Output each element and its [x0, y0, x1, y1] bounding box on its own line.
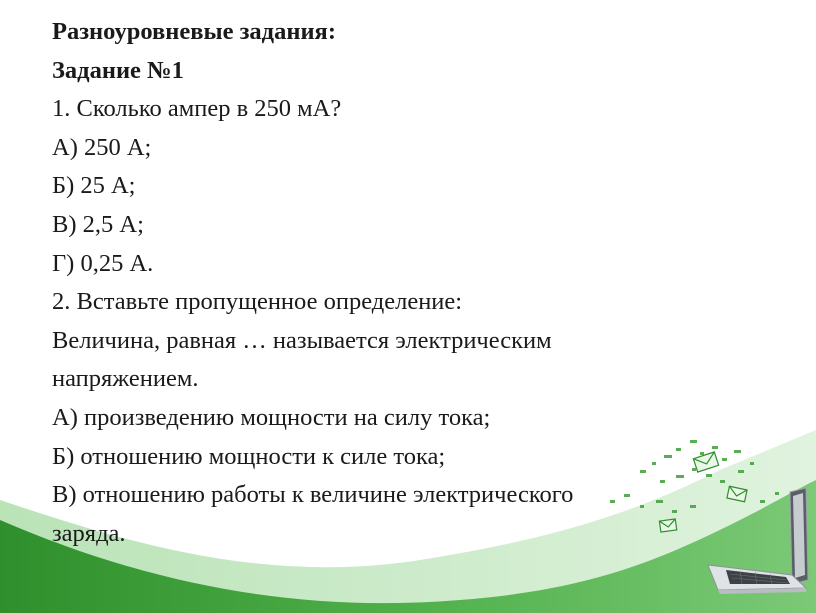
- question-1-option-b: Б) 25 А;: [52, 172, 136, 200]
- question-1-option-c: В) 2,5 А;: [52, 210, 144, 238]
- question-2-option-a: А) произведению мощности на силу тока;: [52, 403, 491, 431]
- question-1-option-d: Г) 0,25 А.: [52, 249, 154, 277]
- question-2-option-c-cont: заряда.: [52, 519, 126, 547]
- question-1-option-a: А) 250 А;: [52, 133, 152, 161]
- heading-task-number: Задание №1: [52, 56, 184, 84]
- question-2: 2. Вставьте пропущенное определение:: [52, 288, 463, 316]
- heading-tasks: Разноуровневые задания:: [52, 18, 336, 45]
- slide-text: [52, 13, 772, 553]
- question-2-statement: Величина, равная … называется электрическим: [52, 326, 552, 354]
- question-2-option-c: В) отношению работы к величине электрического: [52, 481, 574, 509]
- question-2-statement-cont: напряжением.: [52, 365, 199, 393]
- question-2-option-b: Б) отношению мощности к силе тока;: [52, 442, 446, 470]
- question-1: 1. Сколько ампер в 250 мА?: [52, 95, 342, 123]
